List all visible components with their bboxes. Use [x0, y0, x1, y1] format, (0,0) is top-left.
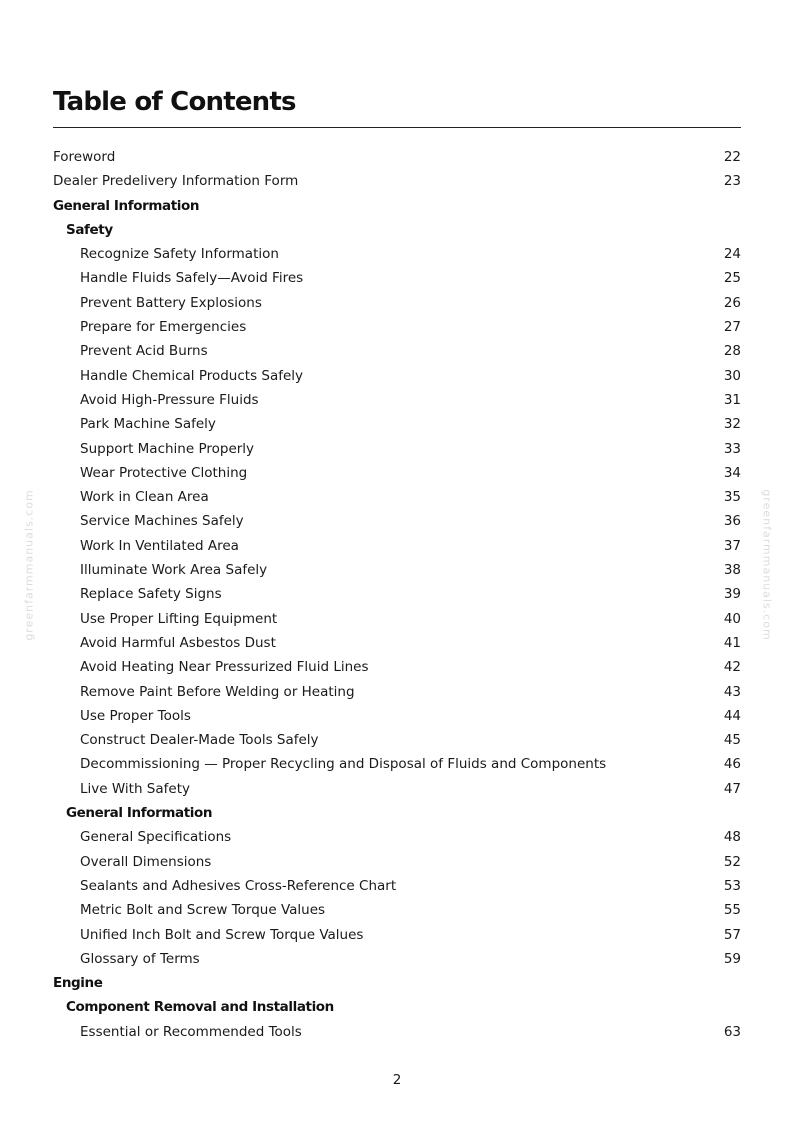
toc-entry[interactable]	[53, 777, 741, 801]
toc-entry[interactable]	[53, 266, 741, 290]
toc-list	[53, 145, 741, 1044]
toc-entry[interactable]	[53, 947, 741, 971]
toc-page-number: 25	[723, 270, 741, 287]
toc-page-number: 45	[723, 732, 741, 749]
toc-entry-label: Illuminate Work Area Safely	[80, 562, 268, 579]
toc-entry[interactable]	[53, 607, 741, 631]
toc-entry-label: Avoid Harmful Asbestos Dust	[80, 634, 276, 651]
toc-page-number: 53	[723, 877, 741, 894]
toc-entry-label: Overall Dimensions	[80, 853, 212, 870]
toc-section-heading	[53, 194, 741, 218]
toc-page-number: 63	[723, 1023, 741, 1040]
toc-entry[interactable]	[53, 485, 741, 509]
toc-entry-label: Avoid High-Pressure Fluids	[80, 391, 259, 408]
toc-page-number: 27	[723, 319, 741, 336]
toc-entry-label: Use Proper Tools	[80, 707, 191, 724]
toc-page-number: 44	[723, 707, 741, 724]
toc-entry[interactable]	[53, 582, 741, 606]
toc-entry-label: Prepare for Emergencies	[80, 319, 247, 336]
toc-entry[interactable]	[53, 850, 741, 874]
toc-entry[interactable]	[53, 898, 741, 922]
toc-page-number: 32	[723, 416, 741, 433]
toc-page-number: 46	[723, 756, 741, 773]
toc-entry[interactable]	[53, 412, 741, 436]
toc-entry[interactable]	[53, 923, 741, 947]
toc-heading-label: General Information	[53, 197, 200, 214]
toc-entry-label: Live With Safety	[80, 780, 190, 797]
toc-entry[interactable]	[53, 364, 741, 388]
toc-entry-label: Work in Clean Area	[80, 489, 209, 506]
toc-entry-label: Support Machine Properly	[80, 440, 255, 457]
toc-heading-label: Safety	[66, 221, 113, 238]
page-title: Table of Contents	[53, 87, 296, 117]
toc-page-number: 24	[723, 246, 741, 263]
toc-entry-label: General Specifications	[80, 829, 232, 846]
title-divider	[53, 127, 741, 128]
toc-heading-label: Component Removal and Installation	[66, 999, 334, 1016]
toc-entry-label: Replace Safety Signs	[80, 586, 222, 603]
toc-entry-label: Wear Protective Clothing	[80, 464, 248, 481]
toc-section-heading	[53, 995, 741, 1019]
toc-entry[interactable]	[53, 680, 741, 704]
toc-entry[interactable]	[53, 825, 741, 849]
toc-page-number: 40	[723, 610, 741, 627]
toc-page-number: 26	[723, 294, 741, 311]
toc-entry-label: Metric Bolt and Screw Torque Values	[80, 902, 326, 919]
watermark-right: greenfarmmanuals.com	[760, 489, 774, 641]
toc-page-number: 28	[723, 343, 741, 360]
toc-section-heading	[53, 971, 741, 995]
toc-entry[interactable]	[53, 291, 741, 315]
toc-entry[interactable]	[53, 315, 741, 339]
toc-entry[interactable]	[53, 534, 741, 558]
toc-entry[interactable]	[53, 631, 741, 655]
toc-entry-label: Use Proper Lifting Equipment	[80, 610, 278, 627]
toc-entry-label: Construct Dealer-Made Tools Safely	[80, 732, 319, 749]
toc-page-number: 30	[723, 367, 741, 384]
toc-entry[interactable]	[53, 242, 741, 266]
toc-entry-label: Essential or Recommended Tools	[80, 1023, 302, 1040]
toc-entry[interactable]	[53, 461, 741, 485]
toc-entry[interactable]	[53, 509, 741, 533]
toc-entry[interactable]	[53, 874, 741, 898]
toc-page-number: 48	[723, 829, 741, 846]
toc-entry[interactable]	[53, 388, 741, 412]
toc-entry-label: Service Machines Safely	[80, 513, 244, 530]
toc-entry[interactable]	[53, 145, 741, 169]
toc-heading-label: Engine	[53, 975, 103, 992]
toc-entry-label: Avoid Heating Near Pressurized Fluid Lines	[80, 659, 369, 676]
toc-page-number: 38	[723, 562, 741, 579]
toc-entry-label: Prevent Battery Explosions	[80, 294, 262, 311]
toc-page-number: 33	[723, 440, 741, 457]
toc-entry-label: Work In Ventilated Area	[80, 537, 239, 554]
toc-page-number: 31	[723, 391, 741, 408]
toc-entry[interactable]	[53, 752, 741, 776]
toc-entry[interactable]	[53, 437, 741, 461]
toc-entry-label: Decommissioning — Proper Recycling and Disposal of Fluids and Components	[80, 756, 607, 773]
toc-entry-label: Dealer Predelivery Information Form	[53, 173, 299, 190]
toc-page-number: 57	[723, 926, 741, 943]
toc-page-number: 42	[723, 659, 741, 676]
toc-entry[interactable]	[53, 558, 741, 582]
toc-page-number: 43	[723, 683, 741, 700]
toc-page-number: 47	[723, 780, 741, 797]
toc-entry-label: Sealants and Adhesives Cross-Reference Chart	[80, 877, 397, 894]
toc-page-number: 36	[723, 513, 741, 530]
toc-page-number: 39	[723, 586, 741, 603]
toc-entry[interactable]	[53, 728, 741, 752]
toc-page-number: 37	[723, 537, 741, 554]
toc-heading-label: General Information	[66, 805, 213, 822]
toc-entry-label: Recognize Safety Information	[80, 246, 279, 263]
toc-entry-label: Foreword	[53, 149, 116, 165]
toc-page-number: 55	[723, 902, 741, 919]
toc-section-heading	[53, 218, 741, 242]
toc-entry[interactable]	[53, 655, 741, 679]
toc-entry[interactable]	[53, 1020, 741, 1044]
toc-page-number: 34	[723, 464, 741, 481]
toc-page-number: 41	[723, 634, 741, 651]
toc-entry[interactable]	[53, 704, 741, 728]
toc-entry[interactable]	[53, 339, 741, 363]
toc-section-heading	[53, 801, 741, 825]
toc-page-number: 35	[723, 489, 741, 506]
toc-entry-label: Park Machine Safely	[80, 416, 216, 433]
toc-entry-label: Remove Paint Before Welding or Heating	[80, 683, 355, 700]
toc-entry-label: Unified Inch Bolt and Screw Torque Values	[80, 926, 364, 943]
toc-page-number: 23	[723, 173, 741, 190]
toc-page-number: 52	[723, 853, 741, 870]
watermark-left: greenfarmmanuals.com	[22, 489, 36, 641]
toc-entry[interactable]	[53, 169, 741, 193]
page-number: 2	[392, 1072, 402, 1088]
toc-entry-label: Handle Fluids Safely—Avoid Fires	[80, 270, 304, 287]
toc-page-number: 22	[723, 149, 741, 165]
toc-entry-label: Glossary of Terms	[80, 950, 200, 967]
toc-entry-label: Handle Chemical Products Safely	[80, 367, 304, 384]
toc-page-number: 59	[723, 950, 741, 967]
toc-entry-label: Prevent Acid Burns	[80, 343, 208, 360]
